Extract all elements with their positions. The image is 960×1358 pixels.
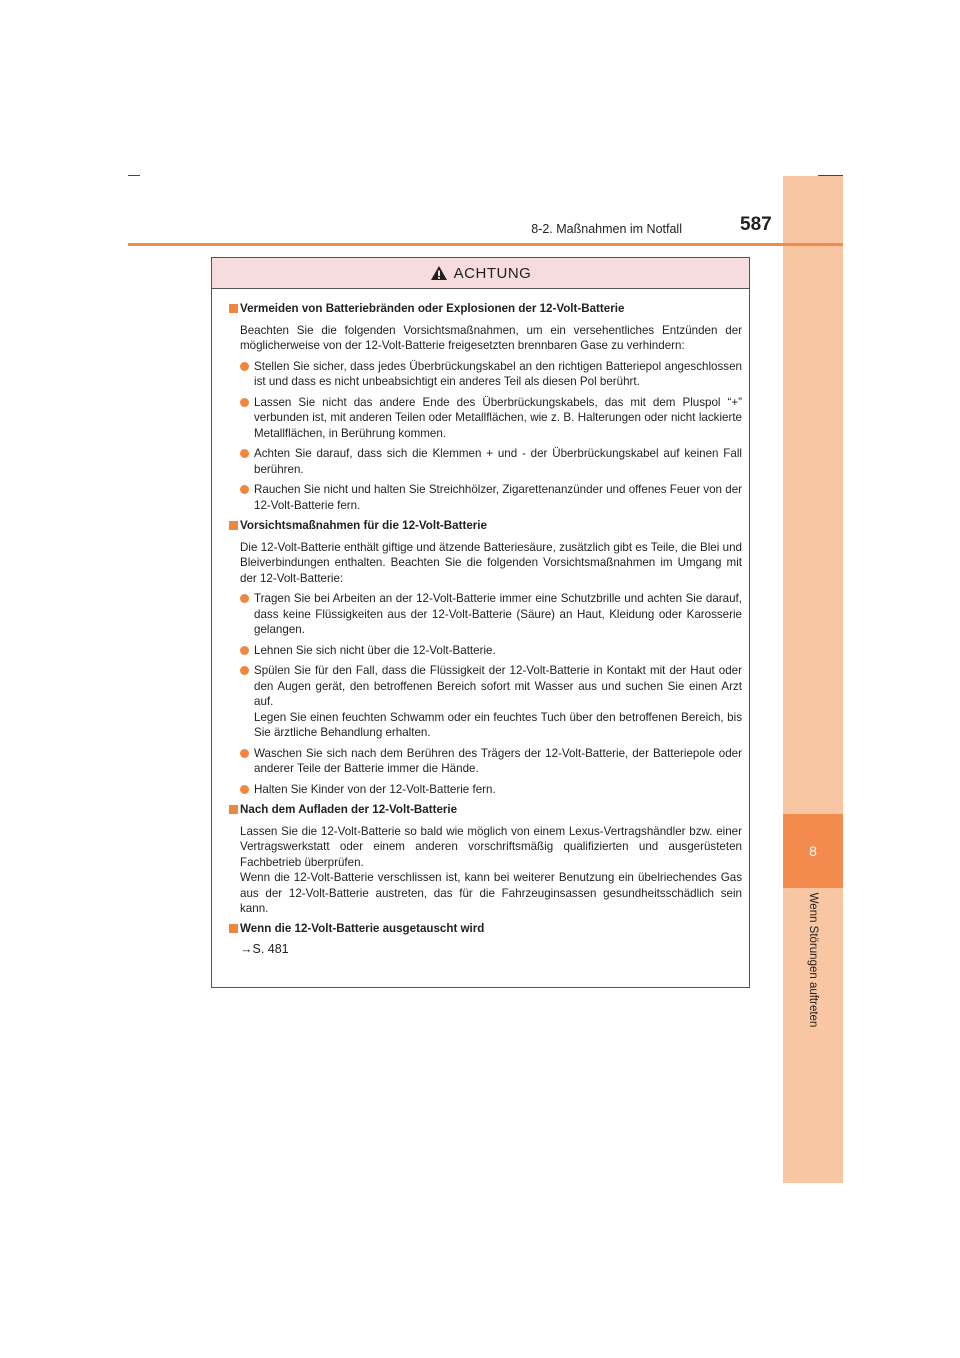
warning-header [212,258,749,289]
list-item-text: Rauchen Sie nicht und halten Sie Streichhölzer, Zigarettenanzünder und offenes Feuer von der 12-Volt-Batterie fern. [254,483,742,512]
list-item-text: Lassen Sie nicht das andere Ende des Überbrückungskabels, das mit dem Pluspol “+” verbunden ist, mit anderen Teilen oder Metallflächen, wie z. B. Halterungen oder nicht lackierte Metallflächen, in Berührung kommen. [254,395,742,440]
chapter-title [783,890,843,1030]
header-rule [128,243,843,246]
section-heading-text: Vorsichtsmaßnahmen für die 12-Volt-Batterie [240,519,487,532]
list-item [229,446,742,477]
section-heading [229,518,742,534]
page-reference-link[interactable]: →S. 481 [240,942,289,956]
list-item-text: Spülen Sie für den Fall, dass die Flüssigkeit der 12-Volt-Batterie in Kontakt mit der Haut oder den Augen gerät, den betroffenen Bereich sofort mit Wasser aus und suchen Sie einen Arzt auf. Legen Sie einen feuchten Schwamm oder ein feuchtes Tuch über den betroffenen Bereich, bis Sie ärztliche Behandlung erhalten. [254,664,742,739]
section-text: Beachten Sie die folgenden Vorsichtsmaßnahmen, um ein versehentliches Entzünden der möglicherweise von der 12-Volt-Batterie freigesetzten brennbaren Gase zu verhindern: [240,323,742,352]
square-bullet-icon [229,521,238,530]
chapter-title-text: Wenn Störungen auftreten [807,892,819,1028]
list-item [229,782,742,798]
circle-bullet-icon [240,646,249,655]
list-item-text: Halten Sie Kinder von der 12-Volt-Batterie fern. [254,782,496,796]
section-heading [229,301,742,317]
list-item [229,482,742,513]
list-item [229,359,742,390]
circle-bullet-icon [240,594,249,603]
section-heading [229,802,742,818]
list-item [229,395,742,442]
circle-bullet-icon [240,666,249,675]
crop-mark [128,175,140,176]
circle-bullet-icon [240,449,249,458]
section-heading-text: Wenn die 12-Volt-Batterie ausgetauscht wird [240,921,485,935]
list-item-text: Achten Sie darauf, dass sich die Klemmen + und - der Überbrückungskabel auf keinen Fall berühren. [254,447,742,476]
warning-body [212,289,749,958]
square-bullet-icon [229,805,238,814]
list-item-text: Lehnen Sie sich nicht über die 12-Volt-Batterie. [254,643,496,657]
list-item [229,746,742,777]
list-item-text: Stellen Sie sicher, dass jedes Überbrückungskabel an den richtigen Batteriepol angeschlossen ist und dass es nicht unbeabsichtigt ein anderes Teil als diesen Pol berührt. [254,359,742,388]
section-title: 8-2. Maßnahmen im Notfall [531,222,682,236]
section-text: Die 12-Volt-Batterie enthält giftige und ätzende Batteriesäure, zusätzlich gibt es Teile, die Blei und Bleiverbindungen enthalten. Beachten Sie die folgenden Vorsichtsmaßnahmen im Umgang mit der 12-Volt-Batterie: [240,540,742,585]
list-item-text: Tragen Sie bei Arbeiten an der 12-Volt-Batterie immer eine Schutzbrille und achten Sie darauf, dass keine Flüssigkeiten aus der 12-Volt-Batterie (Säure) an Haut, Kleidung oder Karosserie gelangen. [254,592,742,636]
list-item [229,591,742,638]
circle-bullet-icon [240,398,249,407]
square-bullet-icon [229,924,238,933]
section-heading [229,921,742,937]
warning-box [211,257,750,988]
list-item [229,643,742,659]
list-item [229,663,742,741]
warning-triangle-icon [430,265,448,281]
circle-bullet-icon [240,362,249,371]
circle-bullet-icon [240,785,249,794]
section-heading-text: Nach dem Aufladen der 12-Volt-Batterie [240,803,458,816]
square-bullet-icon [229,304,238,313]
page-number: 587 [740,214,772,235]
circle-bullet-icon [240,485,249,494]
chapter-number: 8 [783,814,843,888]
warning-title: ACHTUNG [453,264,532,282]
section-text: Lassen Sie die 12-Volt-Batterie so bald wie möglich von einem Lexus-Vertragshändler bzw. einer Vertragswerkstatt oder einem anderen vorschriftsmäßig qualifizierten und ausgerüsteten Fachbetrieb überprüfen. Wenn die 12-Volt-Batterie verschlissen ist, kann bei weiterer Benutzung ein übelriechendes Gas aus der 12-Volt-Batterie austreten, das für die Fahrzeuginsassen gesundheitsschädlich sein kann. [240,824,742,915]
circle-bullet-icon [240,749,249,758]
list-item-text: Waschen Sie sich nach dem Berühren des Trägers der 12-Volt-Batterie, der Batteriepole oder anderer Teile der Batterie immer die Hände. [254,746,742,775]
chapter-side-tab [783,176,843,1183]
section-heading-text: Vermeiden von Batteriebränden oder Explosionen der 12-Volt-Batterie [240,302,625,315]
